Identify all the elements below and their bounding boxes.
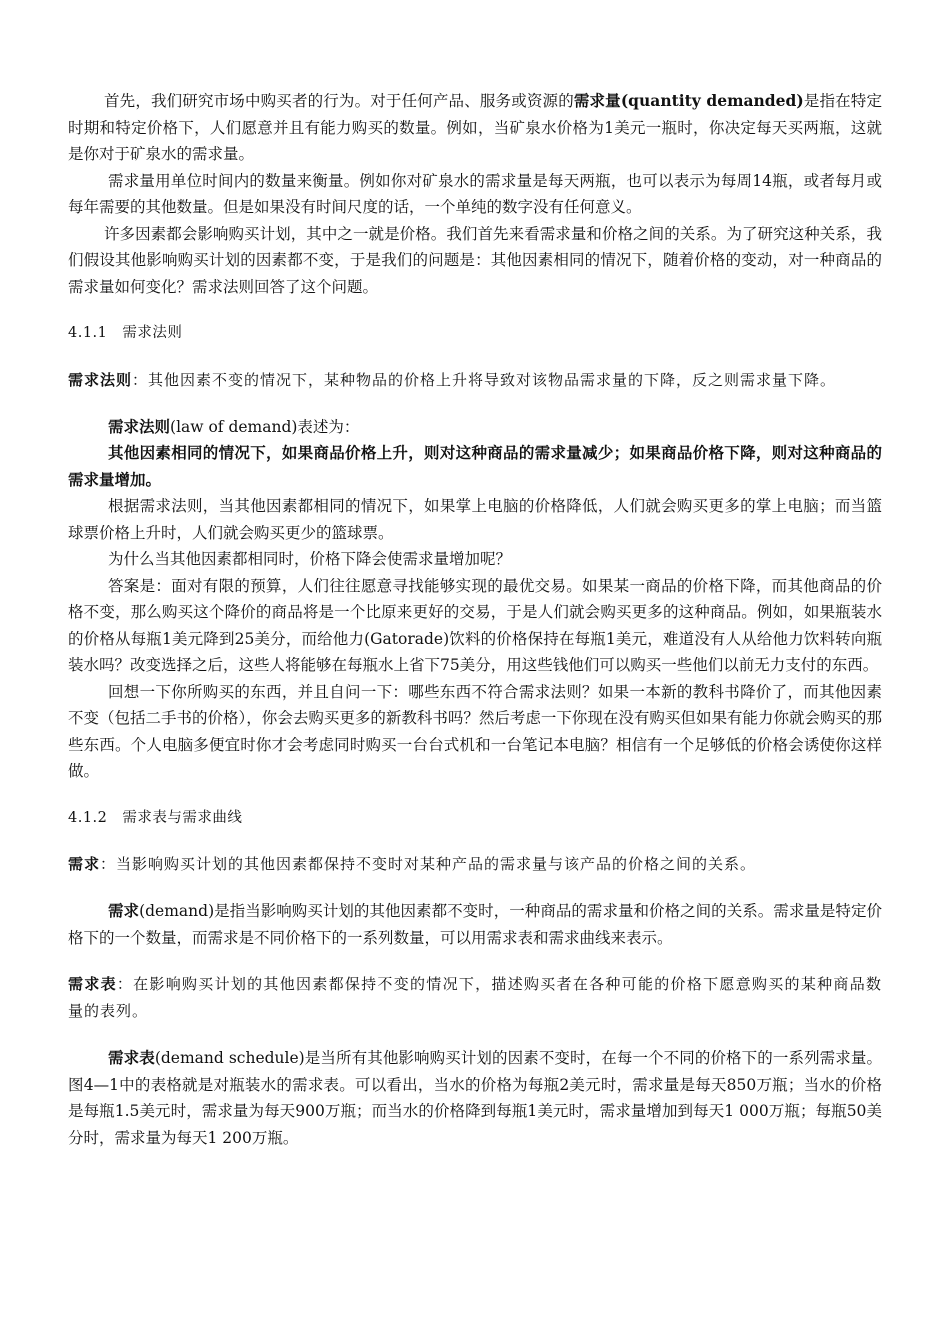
paragraph-demand-schedule: 需求表(demand schedule)是当所有其他影响购买计划的因素不变时，在每一个不同的价格下的一系列需求量。图4—1中的表格就是对瓶装水的需求表。可以看出，当水的价格为每瓶2美元时，需求量是每天850万瓶；当水的价格是每瓶1.5美元时，需求量为每天900万瓶；而当水的价格降到每瓶1美元时，需求量增加到每天1 000万瓶；每瓶50美分时，需求量为每天1 200万瓶。 [68,1048,882,1147]
definition-term: 需求法则 [68,370,133,389]
term-quantity-demanded: 需求量(quantity demanded) [573,91,804,110]
section-heading-demand-schedule: 4.1.2 需求表与需求曲线 [68,809,243,826]
paragraph-quantity-demanded: 首先，我们研究市场中购买者的行为。对于任何产品、服务或资源的需求量(quantity demanded)是指在特定时期和特定价格下，人们愿意并且有能力购买的数量。例如，当矿泉水价格为1美元一瓶时，你决定每天买两瓶，这就是你对于矿泉水的需求量。 [68,91,882,163]
paragraph-question: 为什么当其他因素都相同时，价格下降会使需求量增加呢？ [108,550,512,568]
definition-demand: 需求：当影响购买计划的其他因素都保持不变时对某种产品的需求量与该产品的价格之间的关系。 [68,855,757,873]
paragraph-time-units: 需求量用单位时间内的数量来衡量。例如你对矿泉水的需求量是每天两瓶，也可以表示为每周14瓶，或者每月或每年需要的其他数量。但是如果没有时间尺度的话，一个单纯的数字没有任何意义。 [68,171,882,216]
paragraph-answer: 答案是：面对有限的预算，人们往往愿意寻找能够实现的最优交易。如果某一商品的价格下降，而其他商品的价格不变，那么购买这个降价的商品将是一个比原来更好的交易，于是人们就会购买更多的这种商品。例如，如果瓶装水的价格从每瓶1美元降到25美分，而给他力(Gatorade)饮料的价格保持在每瓶1美元，难道没有人从给他力饮料转向瓶装水吗？改变选择之后，这些人将能够在每瓶水上省下75美分，用这些钱他们可以购买一些他们以前无力支付的东西。 [68,576,882,674]
definition-term: 需求 [68,855,101,873]
paragraph-law-example: 根据需求法则，当其他因素都相同的情况下，如果掌上电脑的价格降低，人们就会购买更多的掌上电脑；而当篮球票价格上升时，人们就会购买更少的篮球票。 [68,497,882,542]
definition-term: 需求表 [68,975,117,993]
definition-law-of-demand: 需求法则：其他因素不变的情况下，某种物品的价格上升将导致对该物品需求量的下降，反之则需求量下降。 [68,370,837,389]
paragraph-law-statement-intro: 需求法则(law of demand)表述为： [108,416,360,436]
paragraph-reflection: 回想一下你所购买的东西，并且自问一下：哪些东西不符合需求法则？如果一本新的教科书降价了，而其他因素不变（包括二手书的价格），你会去购买更多的新教科书吗？然后考虑一下你现在没有购买但如果有能力你就会购买的那些东西。个人电脑多便宜时你才会考虑同时购买一台台式机和一台笔记本电脑？相信有一个足够低的价格会诱使你这样做。 [68,682,882,780]
definition-demand-schedule: 需求表：在影响购买计划的其他因素都保持不变的情况下，描述购买者在各种可能的价格下愿意购买的某种商品数量的表列。 [68,975,882,1020]
paragraph-demand: 需求(demand)是指当影响购买计划的其他因素都不变时，一种商品的需求量和价格之间的关系。需求量是特定价格下的一个数量，而需求是不同价格下的一系列数量，可以用需求表和需求曲线来表示。 [68,901,882,947]
paragraph-law-statement: 其他因素相同的情况下，如果商品价格上升，则对这种商品的需求量减少；如果商品价格下降，则对这种商品的需求量增加。 [68,443,882,489]
section-heading-law-of-demand: 4.1.1 需求法则 [68,325,183,341]
paragraph-price-relation: 许多因素都会影响购买计划，其中之一就是价格。我们首先来看需求量和价格之间的关系。为了研究这种关系，我们假设其他影响购买计划的因素都不变，于是我们的问题是：其他因素相同的情况下，随着价格的变动，对一种商品的需求量如何变化？需求法则回答了这个问题。 [68,224,882,296]
document-page [68,88,882,1151]
